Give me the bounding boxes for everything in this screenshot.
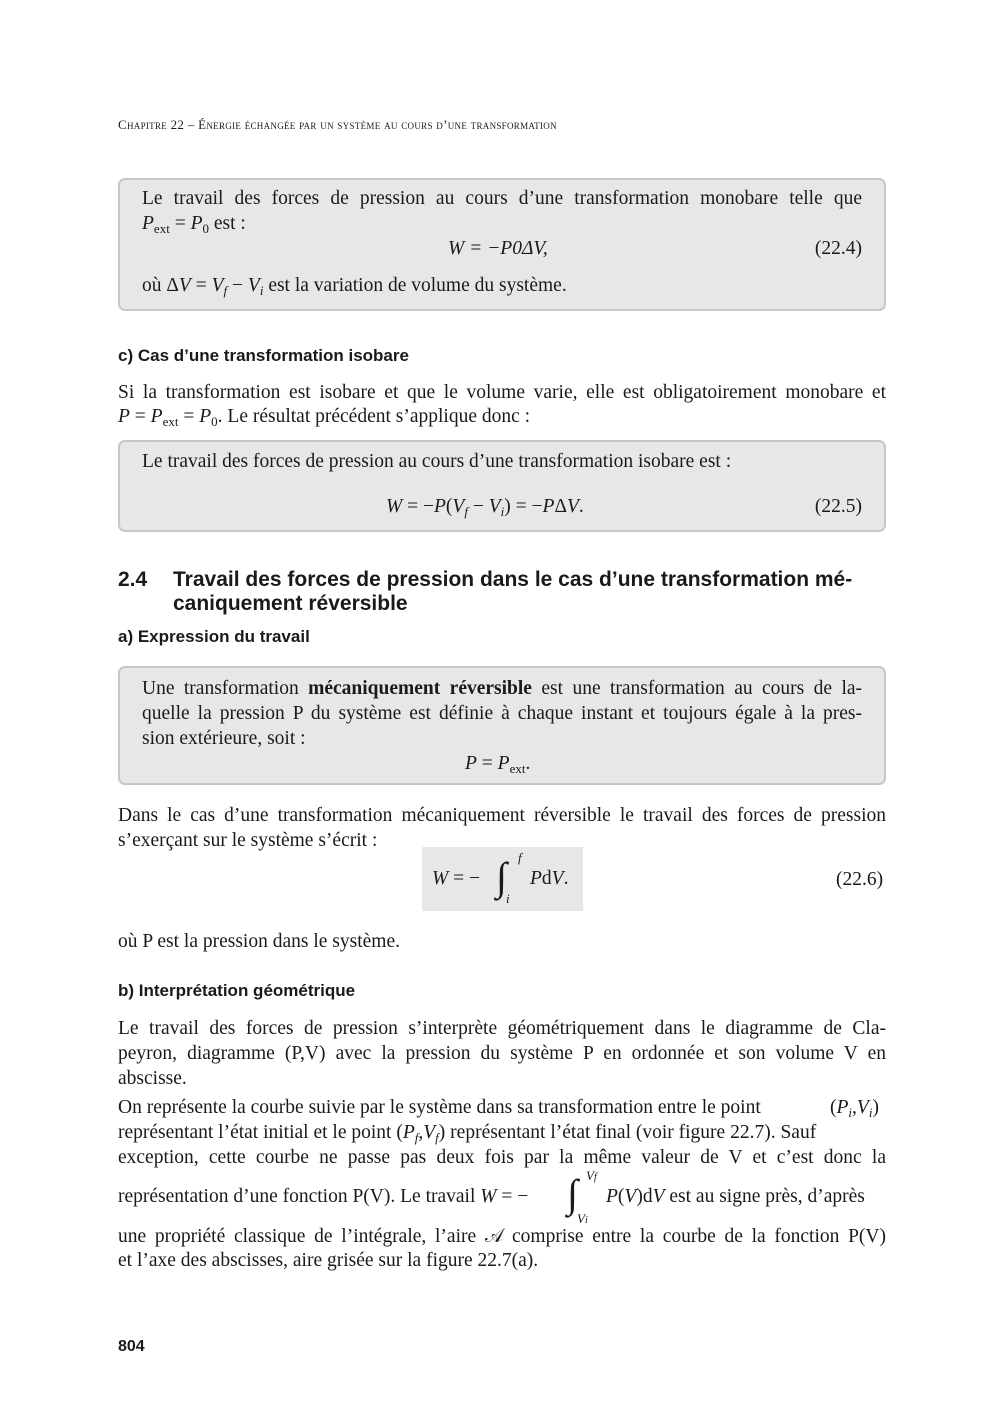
section-c-para-line2-suffix: . Le résultat précédent s’applique donc : — [217, 406, 531, 427]
integral-sign: ∫ — [496, 854, 507, 899]
section-b-p2-line2-end: représentant l’état final (voir figure 22.7). Sauf — [450, 1122, 817, 1143]
section-c-para-line2: $P = P_{ext} = P_0$. Le résultat précédent s’applique donc : — [118, 406, 531, 429]
section-2-4-title-line2: caniquement réversible — [173, 592, 408, 615]
section-b-p2-line4-post-text: est au signe près, d’après — [669, 1186, 865, 1207]
box1-line3: où $\Delta V = V_f - V_i$ est la variation de volume du système. — [142, 275, 567, 298]
section-c-para-line1: Si la transformation est isobare et que le volume varie, elle est obligatoirement monobare et — [118, 382, 886, 403]
box3-equation: $P = P_{ext}$. — [465, 753, 531, 776]
section-b-p1-line1: Le travail des forces de pression s’interprète géométriquement dans le diagramme de Cla- — [118, 1018, 886, 1039]
section-b-p2-line4: représentation d’une fonction P(V). Le travail W = − — [118, 1186, 529, 1207]
section-b-p2-line5: une propriété classique de l’intégrale, l’aire 𝒜 comprise entre la courbe de la fonction P(V) — [118, 1226, 886, 1247]
section-b-p2-line6: et l’axe des abscisses, aire grisée sur la figure 22.7(a). — [118, 1250, 539, 1271]
box3-line1 — [142, 678, 862, 700]
section-b-p2-line4-pre: représentation d’une fonction P(V). Le travail — [118, 1186, 476, 1207]
box1-line2: $P_{ext} = P_0$ est : — [142, 213, 246, 236]
definition-box-monobare — [118, 178, 886, 311]
inline-integral-sign: ∫ — [567, 1171, 578, 1216]
box2-equation-number: (22.5) — [814, 496, 862, 517]
box2-line1: Le travail des forces de pression au cours d’une transformation isobare est : — [142, 451, 732, 472]
box3-line3: sion extérieure, soit : — [142, 728, 306, 749]
section-b-p2-line1 — [118, 1097, 761, 1119]
section-b-p2-line2: représentant l’état initial et le point $(P_f,V_f)$ représentant l’état final (voir figure 22.7). Sauf — [118, 1122, 817, 1145]
integral-equation-box: W = − ∫ f i PdV. — [422, 847, 583, 911]
section-b-title: b) Interprétation géométrique — [118, 981, 356, 1000]
box3-line1-post: est une transformation au cours de la- — [541, 678, 863, 699]
box3-line2: quelle la pression P du système est définie à chaque instant et toujours égale à la pres- — [142, 703, 862, 724]
point-initial-label: $(P_i,V_i)$ — [830, 1097, 879, 1120]
page-number: 804 — [118, 1338, 145, 1355]
section-b-p1-line2: peyron, diagramme (P,V) avec la pression du système P en ordonnée et son volume V en — [118, 1043, 886, 1064]
para-rev-after: où P est la pression dans le système. — [118, 931, 400, 952]
section-a-title: a) Expression du travail — [118, 627, 310, 646]
box1-line1: Le travail des forces de pression au cours d’une transformation monobare telle que — [142, 188, 862, 209]
section-b-p2-line3: exception, cette courbe ne passe pas deux fois par la même valeur de V et c’est donc la — [118, 1147, 886, 1168]
para-rev-line2: s’exerçant sur le système s’écrit : — [118, 830, 378, 851]
box1-equation: W = −P0ΔV, — [448, 238, 548, 259]
section-b-p2-line4-post: P(V)dV est au signe près, d’après — [606, 1186, 865, 1207]
definition-box-isobare — [118, 440, 886, 532]
equation-22-6-number: (22.6) — [836, 869, 884, 890]
section-b-p2-line1-text: On représente la courbe suivie par le système dans sa transformation entre le point — [118, 1097, 761, 1118]
running-header: Chapitre 22 – Énergie échangée par un système au cours d’une transformation — [118, 117, 557, 132]
box1-line2-suffix: est : — [213, 213, 246, 234]
box2-equation: $W = -P(V_f - V_i) = -P\Delta V$. — [386, 496, 584, 519]
box1-line3-suffix: est la variation de volume du système. — [268, 275, 567, 296]
section-c-title: c) Cas d’une transformation isobare — [118, 346, 409, 365]
box3-line1-bold: mécaniquement réversible — [308, 678, 532, 699]
definition-box-reversible — [118, 666, 886, 785]
para-rev-line1: Dans le cas d’une transformation mécaniquement réversible le travail des forces de pression — [118, 805, 886, 826]
section-b-p1-line3: abscisse. — [118, 1068, 187, 1089]
section-2-4-title-line1: Travail des forces de pression dans le cas d’une transformation mé- — [173, 568, 853, 591]
box3-line1-pre: Une transformation — [142, 678, 299, 699]
box1-equation-number: (22.4) — [814, 238, 862, 259]
section-b-p2-line2-mid: représentant l’état initial et le point — [118, 1122, 392, 1143]
section-2-4-number: 2.4 — [118, 568, 148, 591]
